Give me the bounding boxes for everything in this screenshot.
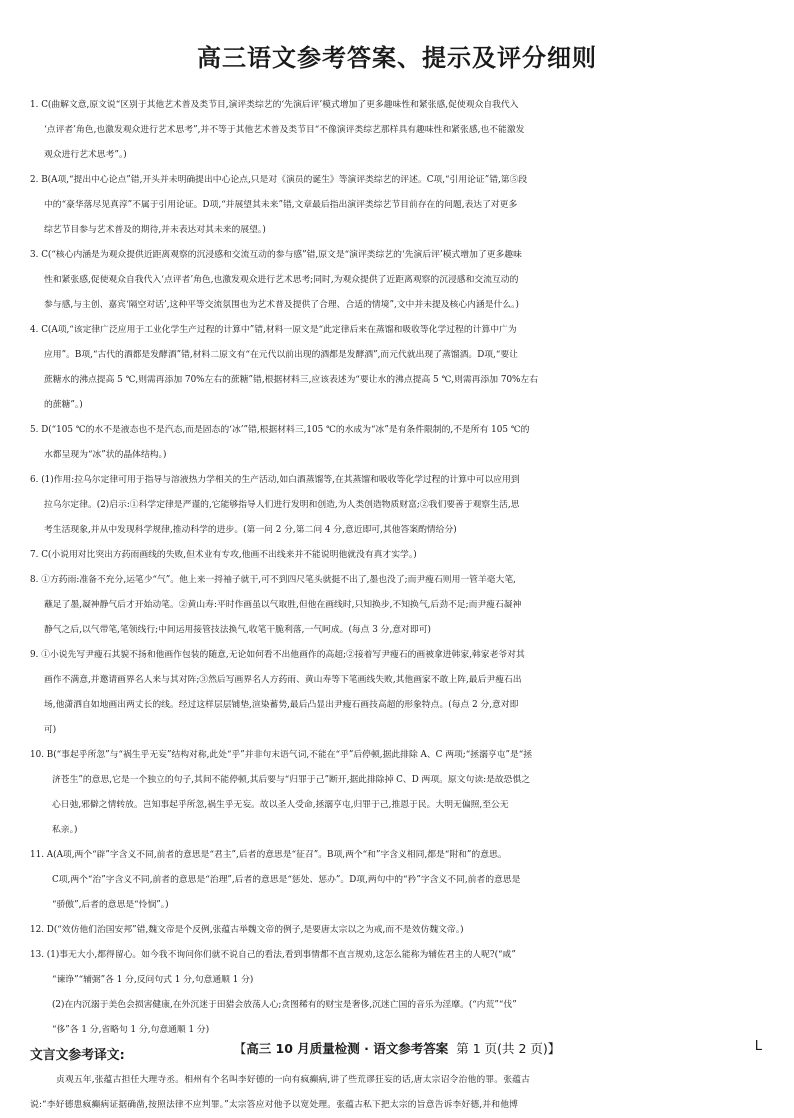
answer-item xyxy=(30,418,770,468)
answer-item xyxy=(30,468,770,543)
answer-list xyxy=(30,93,770,1043)
answer-item xyxy=(30,318,770,418)
translation-line: 说:“李好德患疯癫病证据确凿,按照法律不应判罪。”太宗答应对他予以宽处理。张蕴古私下把太宗的旨意告诉李好德,并和他博 xyxy=(30,1100,519,1110)
answer-line: 观众进行艺术思考”。) xyxy=(44,150,127,160)
answer-item xyxy=(30,943,770,1043)
answer-line: 静气之后,以气带笔,笔领线行;中间运用接管技法换气,收笔干脆利落,一气呵成。(每点 3 分,意对即可) xyxy=(44,625,431,635)
answer-body xyxy=(30,93,770,1118)
answer-line: 济苍生”的意思,它是一个独立的句子,其间不能停顿,其后要与“归罪于己”断开,据此排除掉 C、D 两项。原文句读:是故恐惧之 xyxy=(52,775,531,785)
answer-item xyxy=(30,93,770,168)
footer-page-number: 第 1 页(共 2 页) xyxy=(456,1041,548,1056)
footer-bracket-close: 】 xyxy=(547,1041,561,1056)
answer-line: 私亲。) xyxy=(52,825,78,835)
answer-line: 画作不满意,并邀请画界名人来与其对阵;③然后写画界名人方药雨、黄山寿等下笔画线失败,其他画家不敢上阵,最后尹瘦石出 xyxy=(44,675,522,685)
footer-subject: 语文参考答案 xyxy=(373,1041,449,1056)
footer-bracket-open: 【 xyxy=(233,1041,247,1056)
answer-line: 性和紧张感,促使观众自我代入‘点评者’角色,也激发观众进行艺术思考;同时,为观众提供了近距离观察的沉浸感和交流互动的 xyxy=(44,275,519,285)
answer-line: 蔗糖水的沸点提高 5 ℃,则需再添加 70%左右的蔗糖”错,根据材料三,应该表述为“要让水的沸点提高 5 ℃,则需再添加 70%左右 xyxy=(44,375,539,385)
translation-heading: 文言文参考译文: xyxy=(30,1048,125,1063)
answer-line: “谏诤”“辅弼”各 1 分,反问句式 1 分,句意通顺 1 分) xyxy=(52,975,254,985)
answer-line: 中的“豪华落尽见真淳”不属于引用论证。D项,“并展望其未来”错,文章最后指出演评类综艺节目前存在的问题,表达了对更多 xyxy=(44,200,518,210)
answer-first-line: 11. A(A项,两个“辟”字含义不同,前者的意思是“君主”,后者的意思是“征召”。B项,两个“和”字含义相同,都是“附和”的意思。 xyxy=(30,850,507,860)
answer-line: 参与感,与主创、嘉宾‘隔空对话’,这种平等交流氛围也为艺术普及提供了合理、合适的情境”,文中并未提及核心内涵是什么。) xyxy=(44,300,519,310)
answer-first-line: 5. D(“105 ℃的水不是液态也不是汽态,而是固态的‘冰’”错,根据材料三,105 ℃的水成为“冰”是有条件限制的,不是所有 105 ℃的 xyxy=(30,425,530,435)
answer-line: 考生活现象,并从中发现科学规律,推动科学的进步。(第一问 2 分,第二问 4 分,意近即可,其他答案酌情给分) xyxy=(44,525,457,535)
answer-line: 拉乌尔定律。(2)启示:①科学定律是严谨的,它能够指导人们进行发明和创造,为人类创造物质财富;②我们要善于观察生活,思 xyxy=(44,500,520,510)
answer-item xyxy=(30,643,770,743)
answer-item xyxy=(30,543,770,568)
answer-item xyxy=(30,243,770,318)
answer-line: 应用”。B项,“古代的酒都是发酵酒”错,材料二原文有“在元代以前出现的酒都是发酵酒”,而元代就出现了蒸馏酒。D项,“要让 xyxy=(44,350,518,360)
paper-code: L xyxy=(754,1039,762,1054)
answer-first-line: 7. C(小说用对比突出方药雨画线的失败,但术业有专攻,他画不出线来并不能说明他就没有真才实学。) xyxy=(30,550,417,560)
page-title: 高三语文参考答案、提示及评分细则 xyxy=(197,44,597,72)
answer-line: 可) xyxy=(44,725,57,735)
answer-line: 蘸足了墨,凝神静气后才开始动笔。②黄山寿:平时作画虽以气取胜,但他在画线时,只知换步,不知换气,后劲不足;而尹瘦石凝神 xyxy=(44,600,522,610)
footer-exam-name: 高三 10 月质量检测 xyxy=(246,1041,360,1056)
answer-first-line: 13. (1)事无大小,都得留心。如今我不询问你们就不说自己的看法,看到事情都不直言规劝,这怎么能称为辅佐君主的人呢?(“咸” xyxy=(30,950,516,960)
translation-line: 贞观五年,张蕴古担任大理寺丞。相州有个名叫李好德的一向有疯癫病,讲了些荒谬狂妄的话,唐太宗诏令治他的罪。张蕴古 xyxy=(56,1075,531,1085)
footer-separator: · xyxy=(359,1041,374,1056)
answer-item xyxy=(30,168,770,243)
answer-line: 心日弛,邪僻之情转放。岂知事起乎所忽,祸生乎无妄。故以圣人受命,拯溺亨屯,归罪于己,推恩于民。大明无偏照,至公无 xyxy=(52,800,509,810)
answer-first-line: 12. D(“效仿他们治国安邦”错,魏文帝是个反例,张蕴古举魏文帝的例子,是要唐太宗以之为戒,而不是效仿魏文帝。) xyxy=(30,925,464,935)
answer-line: (2)在内沉溺于美色会损害健康,在外沉迷于田猎会放荡人心;贪图稀有的财宝是奢侈,沉迷亡国的音乐为淫靡。(“内荒”“伐” xyxy=(52,1000,517,1010)
answer-first-line: 4. C(A项,“该定律广泛应用于工业化学生产过程的计算中”错,材料一原文是“此定律后来在蒸馏和吸收等化学过程的计算中广为 xyxy=(30,325,517,335)
answer-line: 综艺节目参与艺术普及的期待,并未表达对其未来的展望。) xyxy=(44,225,266,235)
answer-item xyxy=(30,918,770,943)
answer-line: 的蔗糖”。) xyxy=(44,400,83,410)
answer-line: 水都呈现为“冰”状的晶体结构。) xyxy=(44,450,167,460)
answer-item xyxy=(30,568,770,643)
answer-line: “侈”各 1 分,省略句 1 分,句意通顺 1 分) xyxy=(52,1025,210,1035)
answer-first-line: 3. C(“核心内涵是为观众提供近距离观察的沉浸感和交流互动的参与感”错,原文是“演评类综艺的‘先演后评’模式增加了更多趣味 xyxy=(30,250,522,260)
answer-item xyxy=(30,743,770,843)
answer-line: ‘点评者’角色,也激发观众进行艺术思考”,并不等于其他艺术普及类节目“不像演评类综艺那样具有趣味性和紧张感,也不能激发 xyxy=(44,125,525,135)
answer-line: C项,两个“治”字含义不同,前者的意思是“治理”,后者的意思是“惩处、惩办”。D项,两句中的“矜”字含义不同,前者的意思是 xyxy=(52,875,521,885)
answer-first-line: 8. ①方药雨:准备不充分,运笔少“气”。他上来一捋袖子就干,可不到四尺笔头就挺不出了,墨也没了;而尹瘦石则用一管羊毫大笔, xyxy=(30,575,516,585)
answer-line: “骄傲”,后者的意思是“怜悯”。) xyxy=(52,900,169,910)
answer-first-line: 6. (1)作用:拉乌尔定律可用于指导与溶液热力学相关的生产活动,如白酒蒸馏等,在其蒸馏和吸收等化学过程的计算中可以应用到 xyxy=(30,475,520,485)
page-footer xyxy=(0,1039,794,1057)
answer-line: 场,他潇洒自如地画出两丈长的线。经过这样层层铺垫,渲染蓄势,最后凸显出尹瘦石画技高超的形象特点。(每点 2 分,意对即 xyxy=(44,700,519,710)
answer-first-line: 9. ①小说先写尹瘦石其貌不扬和他画作包装的随意,无论如何看不出他画作的高超;②接着写尹瘦石的画被拿进韩家,韩家老爷对其 xyxy=(30,650,525,660)
answer-first-line: 10. B(“事起乎所忽”与“祸生乎无妄”结构对称,此处“乎”并非句末语气词,不能在“乎”后停顿,据此排除 A、C 两项;“拯溺亨屯”是“拯 xyxy=(30,750,533,760)
answer-first-line: 2. B(A项,“提出中心论点”错,开头并未明确提出中心论点,只是对《演员的诞生》等演评类综艺的评述。C项,“引用论证”错,第⑤段 xyxy=(30,175,528,185)
answer-first-line: 1. C(曲解文意,原文说“区别于其他艺术普及类节目,演评类综艺的‘先演后评’模式增加了更多趣味性和紧张感,促使观众自我代入 xyxy=(30,100,519,110)
answer-item xyxy=(30,843,770,918)
